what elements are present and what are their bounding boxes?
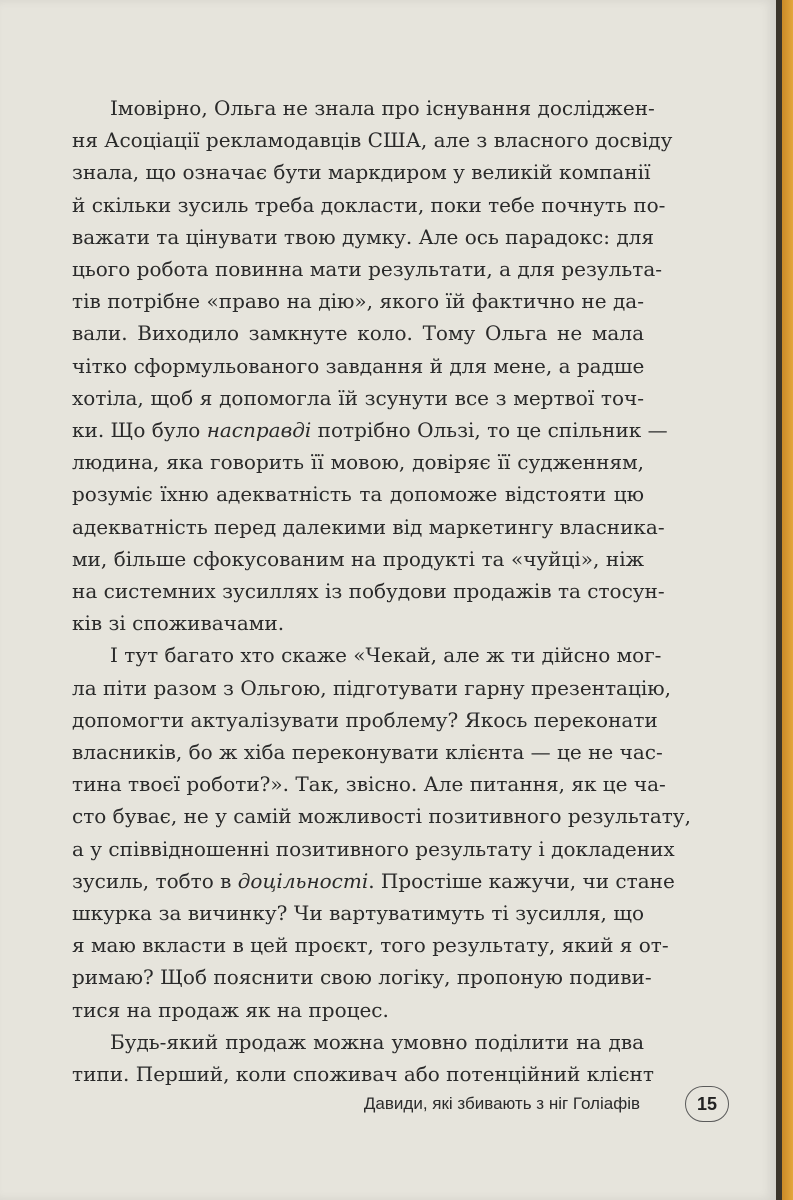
text-line: ня Асоціації рекламодавців США, але з власного досвіду xyxy=(72,128,673,153)
text-line: ла піти разом з Ольгою, підготувати гарну презентацію, xyxy=(72,675,672,700)
text-line: типи. Перший, коли споживач або потенційний клієнт xyxy=(72,1062,654,1087)
text-line: ків зі споживачами. xyxy=(72,611,285,636)
text-line: ки. Що було наспpавді потрібно Ользі, то це спільник — xyxy=(72,418,668,443)
book-cover-edge xyxy=(782,0,793,1200)
paragraph xyxy=(72,1026,654,1090)
emphasis: доцільності xyxy=(237,868,369,893)
text-line: Імовірно, Ольга не знала про існування досліджен- xyxy=(110,96,655,120)
text-line: цього робота повинна мати результати, а для результа- xyxy=(72,257,663,282)
text-line: власників, бо ж хіба переконувати клієнта — це не час- xyxy=(72,740,663,765)
text-line: знала, що означає бути маркдиром у великій компанії xyxy=(72,160,651,185)
text-line: сто буває, не у самій можливості позитивного результату, xyxy=(72,804,691,829)
text-line: розуміє їхню адекватність та допоможе відстояти цю xyxy=(72,482,644,507)
text-line: Будь-який продаж можна умовно поділити на два xyxy=(110,1029,644,1054)
text-line: чітко сформульованого завдання й для мене, а радше xyxy=(72,353,645,378)
text-line: вали. Виходило замкнуте коло. Тому Ольга не мала xyxy=(72,321,644,346)
text-line: тів потрібне «право на дію», якого їй фактично не да- xyxy=(72,289,644,314)
paragraph xyxy=(72,639,691,1025)
text-line: допомогти актуалізувати проблему? Якось переконати xyxy=(72,707,658,732)
text-line: адекватність перед далекими від маркетингу власника- xyxy=(72,514,665,539)
text-line: й скільки зусиль треба докласти, поки тебе почнуть по- xyxy=(72,192,666,217)
text-line: римаю? Щоб пояснити свою логіку, пропоную подиви- xyxy=(72,965,652,990)
paragraph xyxy=(72,92,673,639)
text-line: на системних зусиллях із побудови продажів та стосун- xyxy=(72,579,665,604)
text-line: людина, яка говорить її мовою, довіряє її судженням, xyxy=(72,450,644,475)
text-line: я маю вкласти в цей проєкт, того результату, який я от- xyxy=(72,933,669,958)
text-line: хотіла, щоб я допомогла їй зсунути все з мертвої точ- xyxy=(72,385,644,410)
text-line: а у співвідношенні позитивного результату і докладених xyxy=(72,836,675,861)
text-line: тися на продаж як на процес. xyxy=(72,997,389,1022)
text-line: зусиль, тобто в доцільності. Простіше кажучи, чи стане xyxy=(72,868,675,893)
text-line: шкурка за вичинку? Чи вартуватимуть ті зусилля, що xyxy=(72,901,644,926)
text-line: ми, більше сфокусованим на продукті та «чуйці», ніж xyxy=(72,546,644,571)
body-text xyxy=(72,92,691,1090)
text-line: важати та цінувати твою думку. Але ось парадокс: для xyxy=(72,224,654,249)
running-footer-title: Давиди, які збивають з ніг Голіафів xyxy=(363,1094,640,1113)
text-line: І тут багато хто скаже «Чекай, але ж ти дійсно мог- xyxy=(110,643,662,668)
emphasis: наспpавді xyxy=(206,418,312,443)
text-line: тина твоєї роботи?». Так, звісно. Але питання, як це ча- xyxy=(72,772,666,797)
page-number: 15 xyxy=(685,1086,729,1122)
